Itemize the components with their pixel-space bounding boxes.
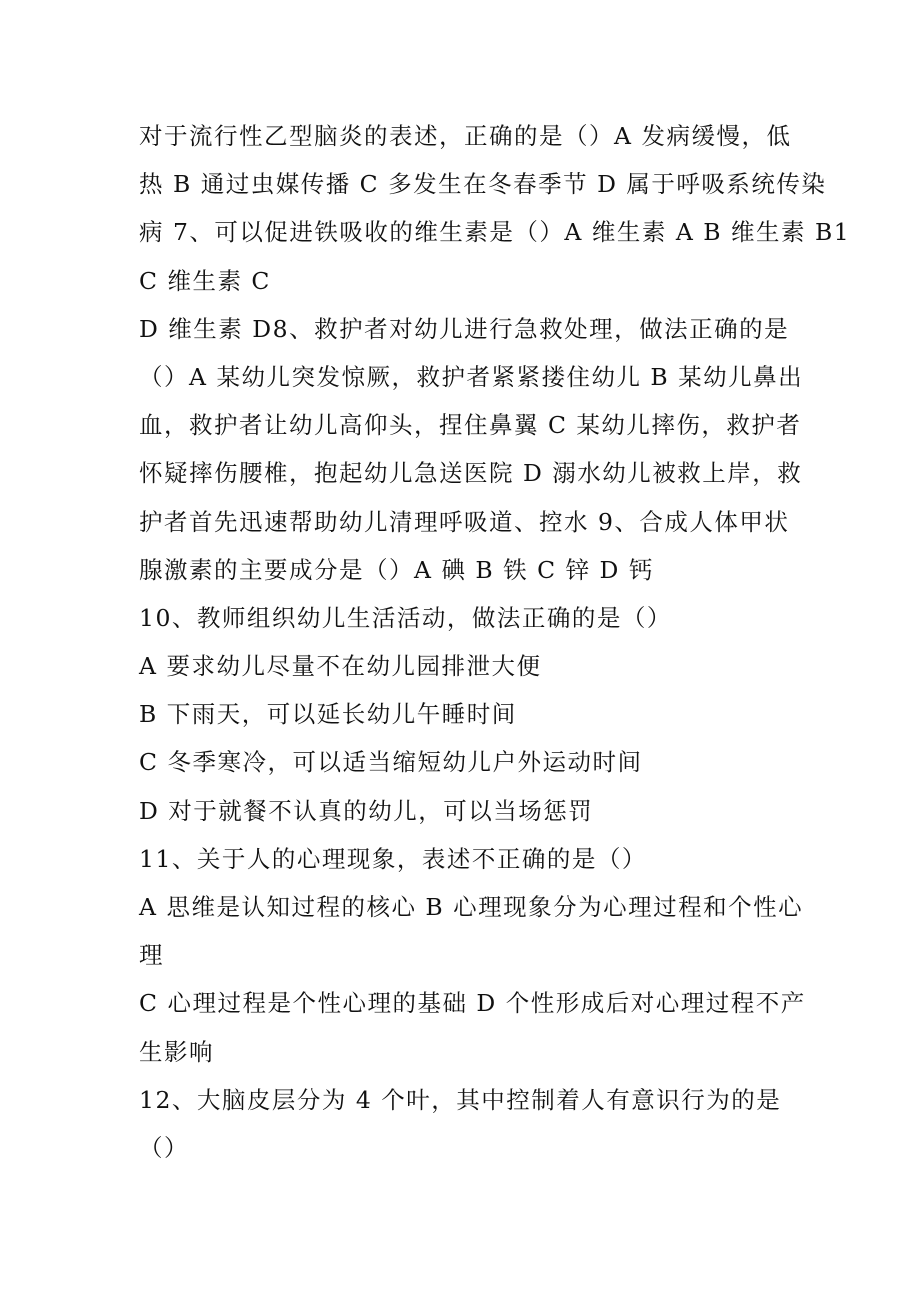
text-line: 病 7、可以促进铁吸收的维生素是（）A 维生素 A B 维生素 B1 bbox=[139, 218, 851, 247]
text-line: C 心理过程是个性心理的基础 D 个性形成后对心理过程不产 bbox=[139, 989, 806, 1018]
text-line: 对于流行性乙型脑炎的表述，正确的是（）A 发病缓慢，低 bbox=[139, 122, 792, 150]
text-line: 热 B 通过虫媒传播 C 多发生在冬春季节 D 属于呼吸系统传染 bbox=[139, 170, 827, 199]
text-line: 血，救护者让幼儿高仰头，捏住鼻翼 C 某幼儿摔伤，救护者 bbox=[139, 411, 802, 440]
text-line: C 维生素 C bbox=[139, 266, 271, 295]
text-line: C 冬季寒冷，可以适当缩短幼儿户外运动时间 bbox=[139, 748, 643, 777]
text-line: （）A 某幼儿突发惊厥，救护者紧紧搂住幼儿 B 某幼儿鼻出 bbox=[139, 362, 804, 391]
text-line: 理 bbox=[139, 941, 164, 970]
text-line: 12、大脑皮层分为 4 个叶，其中控制着人有意识行为的是 bbox=[139, 1085, 782, 1114]
text-line: 怀疑摔伤腰椎，抱起幼儿急送医院 D 溺水幼儿被救上岸，救 bbox=[139, 459, 803, 488]
text-line: B 下雨天，可以延长幼儿午睡时间 bbox=[139, 700, 517, 729]
text-line: D 对于就餐不认真的幼儿，可以当场惩罚 bbox=[139, 796, 594, 825]
text-line: 护者首先迅速帮助幼儿清理呼吸道、控水 9、合成人体甲状 bbox=[139, 507, 790, 536]
text-line: 腺激素的主要成分是（）A 碘 B 铁 C 锌 D 钙 bbox=[139, 555, 654, 584]
text-line: A 思维是认知过程的核心 B 心理现象分为心理过程和个性心 bbox=[139, 893, 804, 921]
text-line: D 维生素 D8、救护者对幼儿进行急救处理，做法正确的是 bbox=[139, 314, 790, 343]
text-line: 11、关于人的心理现象，表述不正确的是（） bbox=[139, 844, 647, 873]
document-body bbox=[139, 112, 851, 1172]
text-line: （） bbox=[139, 1133, 189, 1162]
text-line: A 要求幼儿尽量不在幼儿园排泄大便 bbox=[139, 652, 542, 681]
text-line: 生影响 bbox=[139, 1037, 214, 1066]
text-line: 10、教师组织幼儿生活活动，做法正确的是（） bbox=[139, 603, 672, 632]
